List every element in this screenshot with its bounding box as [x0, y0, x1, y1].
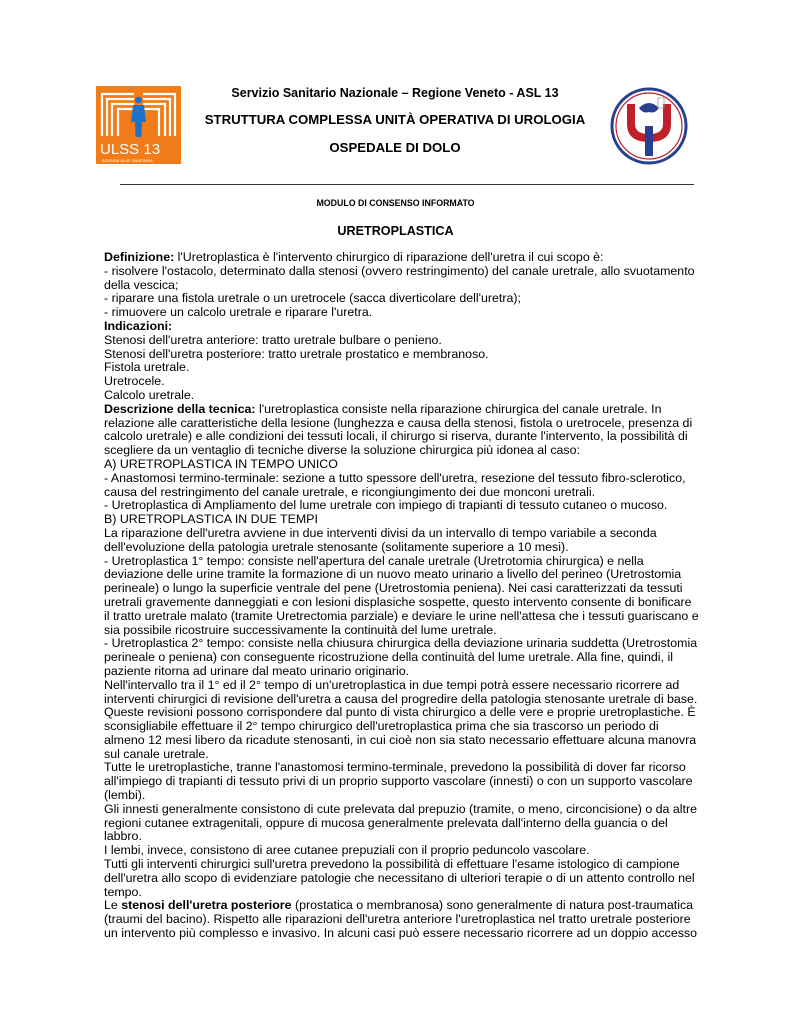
body-line-text: dell'evoluzione della patologia uretrale stenosante (solitamente superiore a 10 mesi).: [104, 539, 569, 554]
body-line-text: Stenosi dell'uretra posteriore: tratto uretrale prostatico e membranoso.: [104, 346, 489, 361]
body-line: [104, 541, 689, 555]
body-line-text: della vescica;: [104, 277, 179, 292]
body-line-text: perineale) o lungo la superficie ventrale del pene (Uretrostomia peniena). Nei casi caratterizzati da tessuti: [104, 581, 683, 596]
module-label: MODULO DI CONSENSO INFORMATO: [316, 198, 475, 208]
body-line-text: B) URETROPLASTICA IN DUE TEMPI: [104, 512, 318, 527]
body-line: [104, 499, 689, 513]
body-line-bold: Indicazioni:: [104, 318, 173, 333]
urology-logo: [609, 86, 689, 166]
body-line-text: (prostatica o membranosa) sono generalmente di natura post-traumatica: [291, 898, 694, 913]
body-line: [104, 415, 693, 431]
body-line: [104, 361, 689, 375]
body-line-text: calcolo uretrale) e alle condizioni dei tessuti locali, il chirurgo si riserva, durante l'intervento, la possibilità di: [104, 429, 688, 444]
body-line: [104, 430, 689, 444]
body-line-text: paziente ritorna ad urinare dal meato urinario originario.: [104, 663, 410, 678]
header-line-2: STRUTTURA COMPLESSA UNITÀ OPERATIVA DI UROLOGIA: [204, 112, 586, 127]
body-line: [104, 720, 689, 734]
body-line: [104, 830, 689, 844]
body-line-text: l'Uretroplastica è l'intervento chirurgico di riparazione dell'uretra il cui scopo è:: [174, 250, 604, 264]
body-line: [104, 898, 694, 913]
body-line: [104, 513, 689, 527]
body-line: [104, 748, 689, 762]
body-line-text: Tutti gli interventi chirurgici sull'uretra prevedono la possibilità di effettuare l'esame istologico di campione: [104, 857, 680, 872]
body-line: [104, 926, 698, 941]
header-divider: [120, 184, 694, 185]
body-line: [104, 651, 689, 665]
body-line-text: Fistola uretrale.: [104, 360, 190, 375]
body-line-text: Tutte le uretroplastiche, tranne l'anastomosi termino-terminale, prevedono la possibilità di dover far ricorso: [104, 760, 686, 775]
body-line: [104, 817, 689, 831]
body-line-text: - Uretroplastica 2° tempo: consiste nella chiusura chirurgica della deviazione urinaria suddetta (Uretrostomia: [104, 636, 698, 651]
document-body: [104, 250, 699, 941]
body-line: [104, 886, 689, 900]
body-line: [104, 403, 689, 417]
body-line-text: il tratto uretrale malato (tramite Uretrectomia parziale) e deviare le urine nell'attesa che i tessuti guariscano e: [104, 608, 699, 623]
ulss13-logo-text: ULSS 13: [100, 141, 161, 158]
body-line: [104, 608, 699, 624]
body-line-text: I lembi, invece, consistono di aree cutanee prepuziali con il proprio peduncolo vascolare.: [104, 843, 590, 858]
body-line: [104, 636, 698, 651]
body-line-text: (traumi del bacino). Rispetto alle riparazioni dell'uretra anteriore l'uretroplastica nel tratto uretrale posteriore: [104, 912, 691, 927]
body-line: [104, 624, 689, 638]
body-line: [104, 789, 689, 803]
body-line: [104, 458, 689, 472]
body-line-text: all'impiego di trapianti di tessuto privi di un proprio supporto vascolare (innesti) o con un supporto vascolare: [104, 774, 693, 789]
body-line: [104, 858, 689, 872]
body-line-text: l'uretroplastica consiste nella riparazione chirurgica del canale uretrale. In: [255, 401, 662, 416]
header-line-3: OSPEDALE DI DOLO: [329, 140, 461, 155]
body-line-text: Queste revisioni possono corrispondere dal punto di vista chirurgico a delle vere e proprie uretroplastiche. È: [104, 705, 696, 720]
body-line-bold: Definizione:: [104, 250, 175, 264]
body-line-text: sul canale uretrale.: [104, 746, 209, 761]
body-line-text: Gli innesti generalmente consistono di cute prelevata dal prepuzio (tramite, o meno, circoncisione) o da altre: [104, 801, 697, 816]
body-line: [104, 279, 689, 293]
body-line-text: - risolvere l'ostacolo, determinato dalla stenosi (ovvero restringimento) del canale uretrale, allo svuotamento: [104, 263, 695, 278]
body-line-text: - Anastomosi termino-terminale: sezione a tutto spessore dell'uretra, resezione del tessuto fibro-sclerotico,: [104, 470, 686, 485]
body-line-text: A) URETROPLASTICA IN TEMPO UNICO: [104, 456, 338, 471]
body-line: [104, 486, 689, 500]
body-line-text: causa del restringimento del canale uretrale, e ricongiungimento dei due monconi uretrali.: [104, 484, 596, 499]
body-line-text: - Uretroplastica di Ampliamento del lume uretrale con impiego di trapianti di tessuto cutaneo o mucoso.: [104, 498, 668, 513]
body-line: [104, 761, 689, 775]
body-line-text: sconsigliabile effettuare il 2° tempo chirurgico dell'uretroplastica prima che sia trascorso un periodo di: [104, 719, 659, 734]
body-line-text: dell'uretra allo scopo di evidenziare patologie che necessitano di ulteriori terapie o di un attento controllo nel: [104, 870, 695, 885]
body-line-text: tempo.: [104, 884, 142, 899]
body-line: [104, 263, 695, 279]
body-line-text: Nell'intervallo tra il 1° ed il 2° tempo di un'uretroplastica in due tempi potrà essere necessario ricorrere ad: [104, 677, 680, 692]
body-line: [104, 844, 689, 858]
body-line: [104, 774, 693, 789]
body-line: [104, 594, 692, 610]
body-line: [104, 334, 689, 348]
body-line-text: perineale o peniena) con conseguente ricostruzione della continuità del lume uretrale. Alla fine, quindi, il: [104, 650, 673, 665]
body-line-text: - Uretroplastica 1° tempo: consiste nell'apertura del canale uretrale (Uretrotomia chirurgica) e nella: [104, 553, 644, 568]
body-line-text: (lembi).: [104, 788, 146, 803]
body-line: [104, 568, 689, 582]
body-line-text: scegliere da un ventaglio di tecniche diverse la soluzione chirurgica più idonea al caso:: [104, 443, 580, 458]
body-line-text: Le: [104, 898, 122, 913]
body-line-text: regioni cutanee extragenitali, oppure di mucosa generalmente prelevata dall'interno della guancia o del: [104, 815, 668, 830]
body-line-text: almeno 12 mesi libero da ricadute stenosanti, in cui cioè non sia stato necessario effettuare alcuna manovra: [104, 732, 697, 747]
body-line: [104, 665, 689, 679]
body-line: [104, 705, 696, 720]
body-line-text: - riparare una fistola uretrale o un uretrocele (sacca diverticolare dell'uretra);: [104, 291, 521, 306]
document-title: URETROPLASTICA: [337, 224, 454, 238]
body-line-text: deviazione delle urine tramite la formazione di un nuovo meato urinario a livello del perineo (Uretrostomia: [104, 567, 682, 582]
body-line: [104, 527, 689, 541]
body-line-text: labbro.: [104, 829, 142, 844]
body-line: [104, 913, 689, 927]
body-line: [104, 472, 689, 486]
body-line: [104, 732, 697, 748]
body-line: [104, 555, 689, 569]
body-line: [104, 870, 695, 886]
ulss13-logo-subtext: AZIENDA ULSS SANITARIA: [102, 158, 153, 163]
ulss13-logo: [96, 86, 181, 164]
body-line-text: Calcolo uretrale.: [104, 387, 195, 402]
body-line-text: La riparazione dell'uretra avviene in due interventi divisi da un intervallo di tempo variabile a seconda: [104, 525, 657, 540]
body-line-text: Stenosi dell'uretra anteriore: tratto uretrale bulbare o penieno.: [104, 332, 442, 347]
body-line-text: uretrali gravemente danneggiati e con lesioni displasiche sospette, questo intervento consente di bonificare: [104, 594, 692, 609]
body-line-text: - rimuovere un calcolo uretrale e riparare l'uretra.: [104, 305, 373, 320]
body-line: [104, 306, 689, 320]
body-line: [104, 292, 689, 306]
body-line-bold: stenosi dell'uretra posteriore: [121, 898, 292, 913]
body-line: [104, 320, 689, 334]
body-line-text: un intervento più complesso e invasivo. In alcuni casi può essere necessario ricorrere ad un doppio accesso: [104, 926, 698, 941]
body-line-text: sia possibile ricostruire successivamente la continuità del lume uretrale.: [104, 622, 497, 637]
body-line: [104, 582, 689, 596]
body-line: [104, 389, 689, 403]
body-line: [104, 251, 689, 265]
body-line: [104, 801, 697, 817]
body-line: [104, 444, 689, 458]
header-line-1: Servizio Sanitario Nazionale – Regione Veneto - ASL 13: [231, 86, 559, 100]
body-line-text: interventi chirurgici di revisione dell'uretra a causa del progredire della patologia stenosante uretrale di base.: [104, 691, 698, 706]
body-line-bold: Descrizione della tecnica:: [104, 401, 256, 416]
body-line-text: relazione alle caratteristiche della lesione (lunghezza e causa della stenosi, fistola o uretrocele, presenza di: [104, 415, 693, 430]
body-line-text: Uretrocele.: [104, 374, 165, 389]
body-line: [104, 348, 689, 362]
body-line: [104, 375, 689, 389]
body-line: [104, 679, 689, 693]
